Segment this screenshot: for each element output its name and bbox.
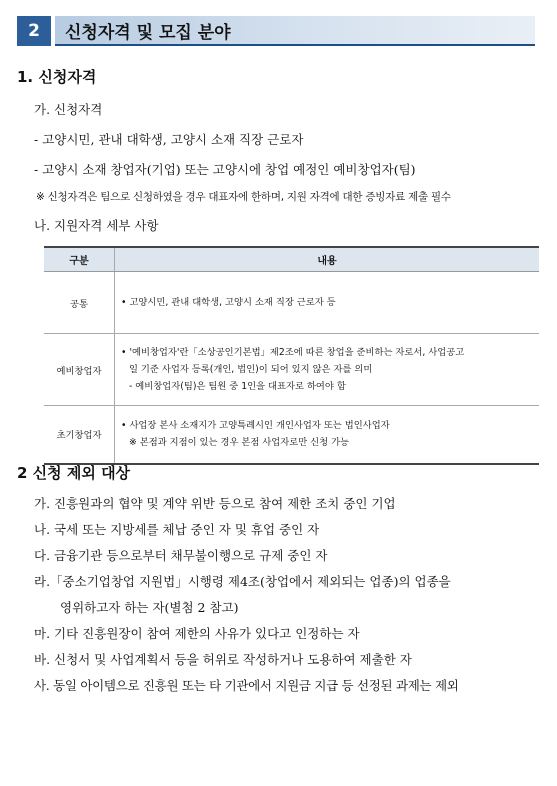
content-line: ※ 본점과 지점이 있는 경우 본점 사업자로만 신청 가능 [129, 437, 350, 449]
table-cell-category: 예비창업자 [44, 334, 115, 406]
table-cell-category: 공통 [44, 272, 115, 334]
exclusion-item: 라.「중소기업창업 지원법」시행령 제4조(창업에서 제외되는 업종)의 업종을 [34, 574, 451, 589]
exclusion-item: 나. 국세 또는 지방세를 체납 중인 자 및 휴업 중인 자 [34, 522, 320, 537]
table-row [44, 334, 539, 406]
table-header-content: 내용 [115, 247, 540, 272]
exclusion-item-continued: 영위하고자 하는 자(별첨 2 참고) [60, 600, 239, 615]
content-line: • '예비창업자'란「소상공인기본법」제2조에 따른 창업을 준비하는 자로서, 사업공고 [121, 347, 465, 358]
content-line: - 예비창업자(팀)은 팀원 중 1인을 대표자로 하여야 함 [129, 381, 346, 392]
eligibility-item-1: - 고양시민, 관내 대학생, 고양시 소재 직장 근로자 [34, 132, 304, 147]
exclusion-item: 마. 기타 진흥원장이 참여 제한의 사유가 있다고 인정하는 자 [34, 626, 360, 641]
section-banner [17, 16, 535, 46]
table-cell-category: 초기창업자 [44, 406, 115, 464]
exclusion-item: 다. 금융기관 등으로부터 채무불이행으로 규제 중인 자 [34, 548, 328, 563]
exclusion-item: 가. 진흥원과의 협약 및 계약 위반 등으로 참여 제한 조치 중인 기업 [34, 496, 396, 511]
content-line: • 사업장 본사 소재지가 고양특례시인 개인사업자 또는 법인사업자 [121, 420, 390, 432]
eligibility-item-2: - 고양시 소재 창업자(기업) 또는 고양시에 창업 예정인 예비창업자(팀) [34, 162, 416, 177]
section-number: 2 [17, 16, 51, 46]
table-header-category: 구분 [44, 247, 115, 272]
exclusion-item: 바. 신청서 및 사업계획서 등을 허위로 작성하거나 도용하여 제출한 자 [34, 652, 412, 667]
section-title: 신청자격 및 모집 분야 [55, 16, 535, 46]
heading-eligibility: 1. 신청자격 [17, 68, 97, 86]
content-line: 일 기준 사업자 등록(개인, 법인)이 되어 있지 않은 자를 의미 [129, 364, 373, 375]
table-header-row [44, 247, 539, 272]
table-row [44, 406, 539, 464]
eligibility-detail-table [44, 246, 539, 465]
table-cell-content [115, 406, 540, 464]
exclusion-item: 사. 동일 아이템으로 진흥원 또는 타 기관에서 지원금 지급 등 선정된 과제는 제외 [34, 678, 459, 693]
heading-exclusions: 2 신청 제외 대상 [17, 464, 131, 482]
content-line: • 고양시민, 관내 대학생, 고양시 소재 직장 근로자 등 [121, 297, 336, 308]
sub-heading-a: 가. 신청자격 [34, 102, 103, 117]
table-cell-content [115, 334, 540, 406]
sub-heading-b: 나. 지원자격 세부 사항 [34, 218, 159, 233]
eligibility-note: ※ 신청자격은 팀으로 신청하였을 경우 대표자에 한하며, 지원 자격에 대한 증빙자료 제출 필수 [36, 191, 451, 203]
table-row [44, 272, 539, 334]
table-cell-content [115, 272, 540, 334]
